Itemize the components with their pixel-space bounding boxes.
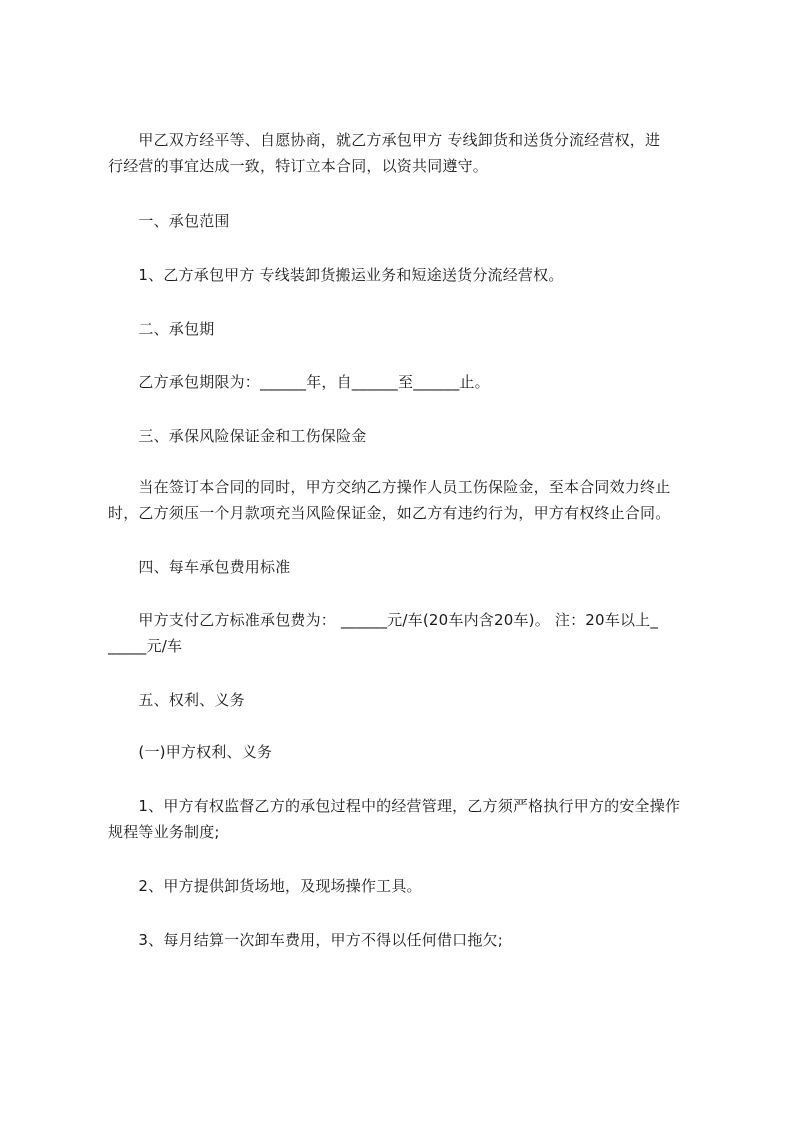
intro-line-1: 甲乙双方经平等、自愿协商，就乙方承包甲方 专线卸货和送货分流经营权，进 bbox=[108, 131, 661, 149]
term-text: 乙方承包期限为：______年，自______至______止。 bbox=[108, 373, 490, 391]
section-heading-rights: 五、权利、义务 bbox=[108, 691, 245, 709]
fee-line-1: 甲方支付乙方标准承包费为： ______元/车(20车内含20车)。 注：20车以上_ bbox=[108, 611, 659, 629]
intro-line-2: 行经营的事宜达成一致，特订立本合同，以资共同遵守。 bbox=[108, 157, 489, 175]
scope-item-1: 1、乙方承包甲方 专线装卸货搬运业务和短途送货分流经营权。 bbox=[108, 266, 564, 284]
section-heading-scope: 一、承包范围 bbox=[108, 212, 230, 230]
section-heading-term: 二、承包期 bbox=[108, 320, 215, 338]
section-heading-fee: 四、每车承包费用标准 bbox=[108, 558, 291, 576]
section-heading-deposit: 三、承保风险保证金和工伤保险金 bbox=[108, 427, 367, 445]
intro-paragraph bbox=[108, 127, 708, 179]
fee-line-2: _____元/车 bbox=[108, 637, 183, 655]
deposit-line-1: 当在签订本合同的同时，甲方交纳乙方操作人员工伤保险金，至本合同效力终止 bbox=[108, 478, 671, 496]
party-a-item-1-line-2: 规程等业务制度; bbox=[108, 823, 220, 841]
party-a-item-1 bbox=[108, 793, 708, 845]
subsection-heading-party-a: (一)甲方权利、义务 bbox=[108, 743, 273, 761]
fee-paragraph bbox=[108, 607, 708, 659]
party-a-item-2: 2、甲方提供卸货场地，及现场操作工具。 bbox=[108, 877, 422, 895]
party-a-item-1-line-1: 1、甲方有权监督乙方的承包过程中的经营管理，乙方须严格执行甲方的安全操作 bbox=[108, 797, 681, 815]
deposit-paragraph bbox=[108, 474, 708, 526]
deposit-line-2: 时，乙方须压一个月款项充当风险保证金，如乙方有违约行为，甲方有权终止合同。 bbox=[108, 504, 671, 522]
party-a-item-3: 3、每月结算一次卸车费用，甲方不得以任何借口拖欠; bbox=[108, 931, 503, 949]
